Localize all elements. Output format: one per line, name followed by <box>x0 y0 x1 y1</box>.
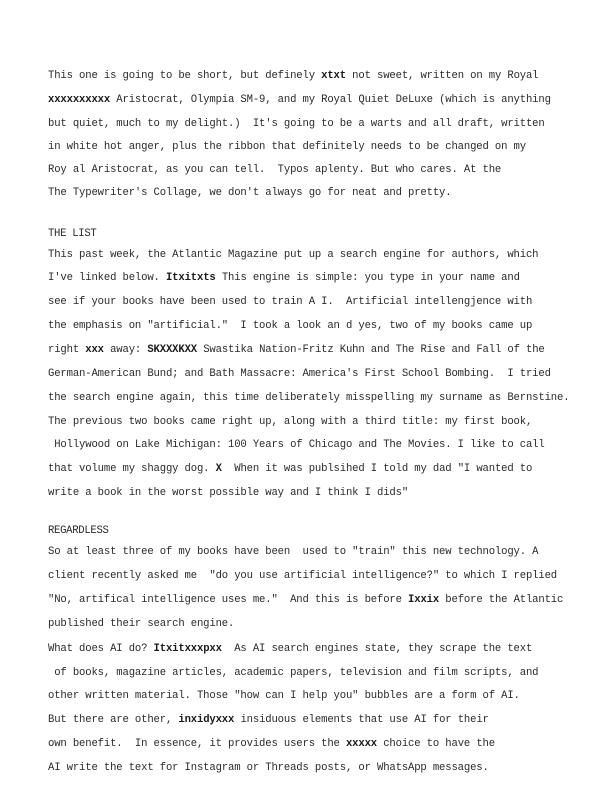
text-line: own benefit. In essence, it provides users the xxxxx choice to have the <box>48 738 495 750</box>
text-line: "No, artifical intelligence uses me." And this is before Ixxix before the Atlantic <box>48 594 564 606</box>
text-line: This past week, the Atlantic Magazine put up a search engine for authors, which <box>48 249 539 261</box>
text-line: the search engine again, this time deliberately misspelling my surname as Bernstine. <box>48 392 570 404</box>
text-line: write a book in the worst possible way and I think I dids" <box>48 487 409 499</box>
struck-text: xxxxxxxxxx <box>48 94 111 106</box>
text-line: The Typewriter's Collage, we don't always go for neat and pretty. <box>48 187 452 199</box>
struck-text: X <box>215 463 222 475</box>
text-line: the emphasis on "artificial." I took a look an d yes, two of my books came up <box>48 320 533 332</box>
text-line: other written material. Those "how can I help you" bubbles are a form of AI. <box>48 690 520 702</box>
text-line: published their search engine. <box>48 618 235 630</box>
struck-text: xtxt <box>321 70 346 82</box>
struck-text: xxxxx <box>345 738 377 750</box>
text-line: Roy al Aristocrat, as you can tell. Typos aplenty. But who cares. At the <box>48 164 502 176</box>
text-line: xxxxxxxxxx Aristocrat, Olympia SM-9, and my Royal Quiet DeLuxe (which is anything <box>48 94 551 106</box>
text-line: German-American Bund; and Bath Massacre: America's First School Bombing. I tried <box>48 368 551 380</box>
text-line: right xxx away: SKXXXKXX Swastika Nation-Fritz Kuhn and The Rise and Fall of the <box>48 344 545 356</box>
text-line: of books, magazine articles, academic papers, television and film scripts, and <box>48 667 539 679</box>
text-line: The previous two books came right up, along with a third title: my first book, <box>48 416 533 428</box>
text-line: So at least three of my books have been used to "train" this new technology. A <box>48 546 539 558</box>
text-line: This one is going to be short, but definely xtxt not sweet, written on my Royal <box>48 70 539 82</box>
text-line: What does AI do? Itxitxxxpxx As AI search engines state, they scrape the text <box>48 643 533 655</box>
struck-text: inxidyxxx <box>178 714 235 726</box>
struck-text: xxx <box>85 344 104 356</box>
text-line: but quiet, much to my delight.) It's going to be a warts and all draft, written <box>48 118 545 130</box>
text-line: see if your books have been used to train A I. Artificial intellengjence with <box>48 296 533 308</box>
section-heading-the-list: THE LIST <box>48 228 97 240</box>
text-line: AI write the text for Instagram or Threads posts, or WhatsApp messages. <box>48 762 489 774</box>
struck-text: Itxitxxxpxx <box>153 643 222 655</box>
struck-text: Ixxix <box>408 594 440 606</box>
text-line: client recently asked me "do you use artificial intelligence?" to which I replied <box>48 570 557 582</box>
text-line: in white hot anger, plus the ribbon that definitely needs to be changed on my <box>48 141 526 153</box>
text-line: that volume my shaggy dog. X When it was publsihed I told my dad "I wanted to <box>48 463 533 475</box>
text-line: But there are other, inxidyxxx insiduous elements that use AI for their <box>48 714 489 726</box>
struck-text: SKXXXKXX <box>147 344 197 356</box>
section-heading-regardless: REGARDLESS <box>48 525 109 537</box>
struck-text: Itxitxts <box>165 272 216 284</box>
text-line: Hollywood on Lake Michigan: 100 Years of Chicago and The Movies. I like to call <box>48 439 545 451</box>
text-line: I've linked below. Itxitxts This engine is simple: you type in your name and <box>48 272 520 284</box>
